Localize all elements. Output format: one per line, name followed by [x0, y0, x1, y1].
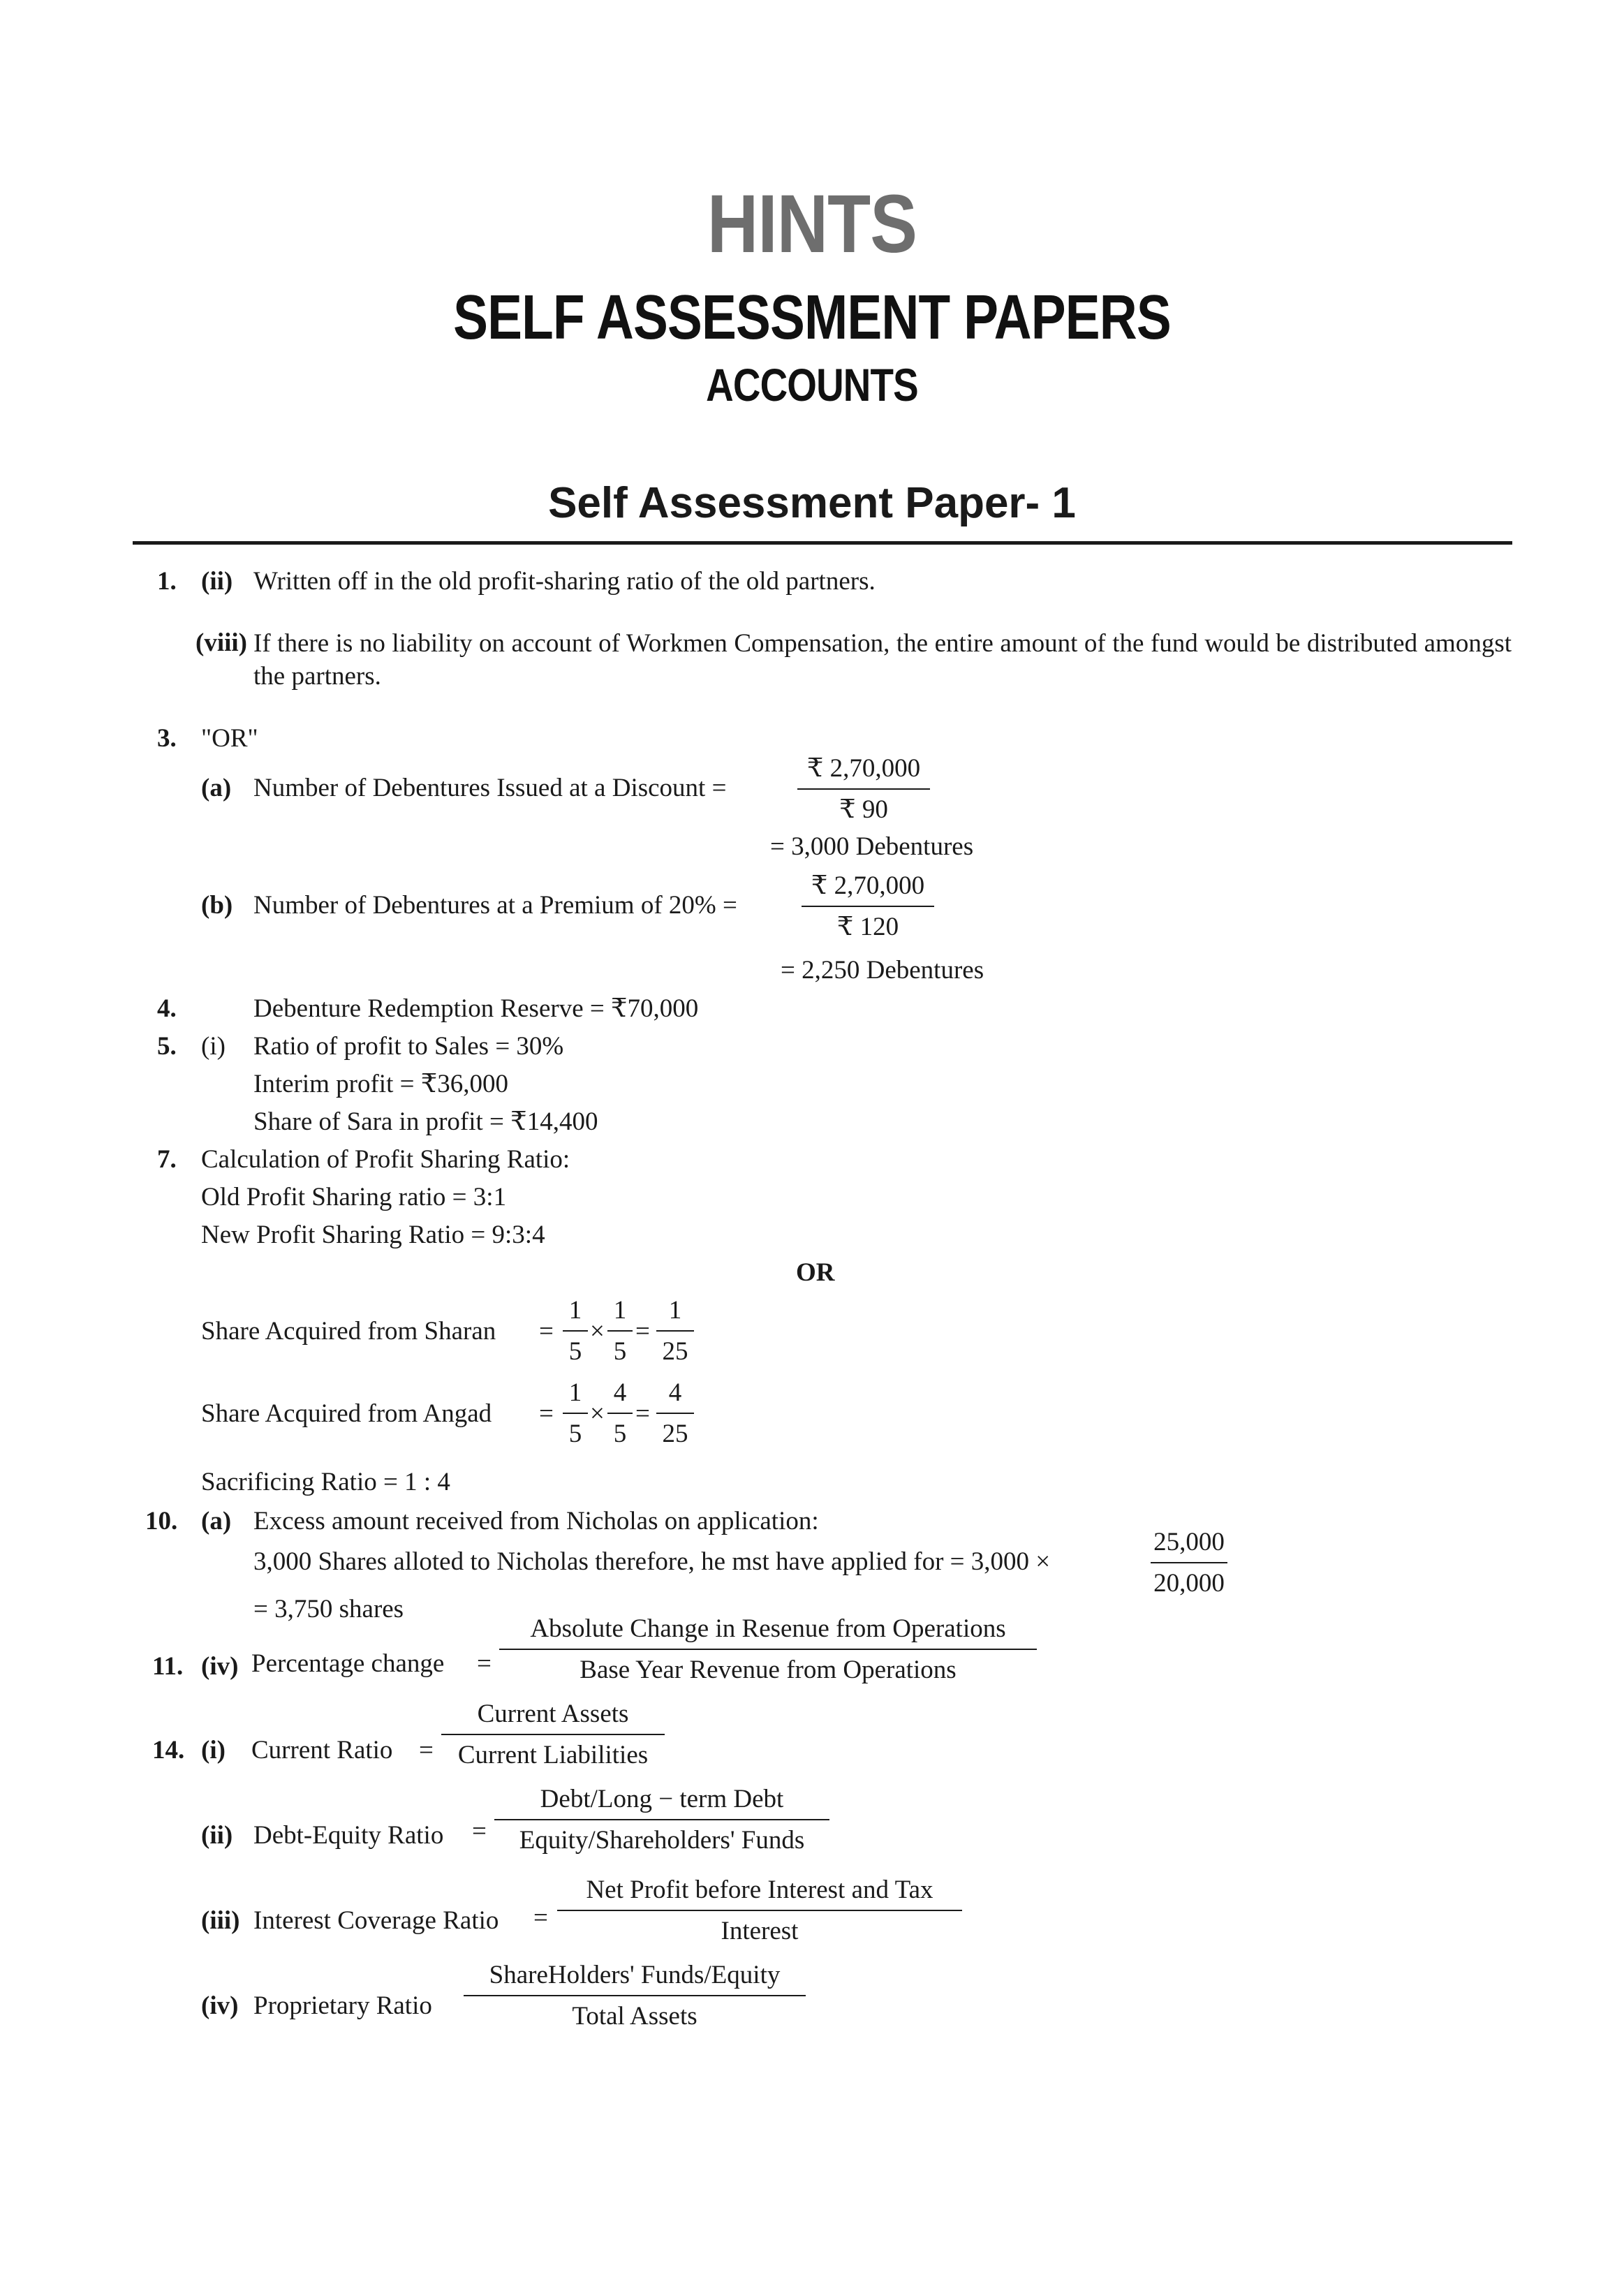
q14-iv-numerator: ShareHolders' Funds/Equity [464, 1962, 806, 1996]
paper-heading: Self Assessment Paper- 1 [548, 479, 1076, 527]
q11-number: 11. [152, 1652, 184, 1681]
q7-sharan-eq: = [539, 1317, 554, 1346]
q5-line3: Share of Sara in profit = ₹14,400 [253, 1107, 598, 1136]
q14-ii-fraction [494, 1786, 829, 1853]
q10-numerator: 25,000 [1151, 1529, 1227, 1563]
q3b-denominator: ₹ 120 [836, 913, 899, 941]
q11-numerator: Absolute Change in Resenue from Operations [499, 1616, 1037, 1650]
q3b-label: (b) [201, 891, 233, 920]
hints-heading: HINTS [707, 178, 917, 270]
q14-ii-denominator: Equity/Shareholders' Funds [519, 1826, 805, 1855]
q10-denominator: 20,000 [1153, 1569, 1225, 1598]
q14-i-text: Current Ratio [251, 1736, 393, 1764]
q11-text: Percentage change [251, 1649, 445, 1678]
q7-line2: Old Profit Sharing ratio = 3:1 [201, 1183, 507, 1211]
q3-number: 3. [157, 724, 177, 753]
q14-ii-text: Debt-Equity Ratio [253, 1821, 444, 1850]
q14-iv-denominator: Total Assets [572, 2002, 697, 2031]
q7-or: OR [796, 1258, 835, 1287]
q14-i-eq: = [419, 1736, 434, 1764]
q7-sharan-label: Share Acquired from Sharan [201, 1317, 496, 1346]
q3b-fraction [802, 873, 934, 940]
q14-i-fraction [441, 1701, 665, 1768]
q7-angad-eq: = [539, 1399, 554, 1428]
q10-line2: 3,000 Shares alloted to Nicholas therefore, he mst have applied for = 3,000 × [253, 1547, 1051, 1576]
q7-line1: Calculation of Profit Sharing Ratio: [201, 1145, 570, 1174]
q7-sharan-frac1 [563, 1297, 588, 1364]
q10-result: = 3,750 shares [253, 1595, 404, 1623]
q1-viii-text: If there is no liability on account of Workmen Compensation, the entire amount of the fund would be distributed amongst the partners. [253, 629, 1512, 691]
q7-sharan-result [656, 1297, 694, 1364]
q14-number: 14. [152, 1736, 185, 1764]
q14-iii-text: Interest Coverage Ratio [253, 1906, 499, 1935]
fraction-numerator: 4 [607, 1380, 633, 1414]
q4-text: Debenture Redemption Reserve = ₹70,000 [253, 994, 699, 1023]
q7-number: 7. [157, 1145, 177, 1174]
q3a-denominator: ₹ 90 [839, 795, 888, 824]
q14-iii-denominator: Interest [721, 1917, 799, 1945]
heading-divider [133, 541, 1512, 545]
q14-i-numerator: Current Assets [441, 1701, 665, 1735]
fraction-denominator: 5 [568, 1420, 582, 1448]
q3a-label: (a) [201, 774, 232, 802]
q7-angad-frac2 [607, 1380, 633, 1447]
q1-viii-label: (viii) [195, 628, 247, 657]
fraction-denominator: 25 [662, 1420, 688, 1448]
q3a-fraction [797, 756, 930, 823]
q3b-text: Number of Debentures at a Premium of 20% = [253, 891, 737, 920]
q7-line3: New Profit Sharing Ratio = 9:3:4 [201, 1221, 545, 1249]
q7-sacrificing-ratio: Sacrificing Ratio = 1 : 4 [201, 1468, 450, 1496]
q1-number: 1. [157, 567, 177, 596]
fraction-numerator: 4 [656, 1380, 694, 1414]
q7-sharan-times: × [590, 1317, 605, 1346]
q14-iv-fraction [464, 1962, 806, 2029]
page-title: SELF ASSESSMENT PAPERS [453, 283, 1171, 353]
fraction-denominator: 25 [662, 1337, 688, 1366]
q7-sharan-eq2: = [635, 1317, 650, 1346]
q3-or-text: "OR" [201, 724, 258, 753]
q3a-text: Number of Debentures Issued at a Discount = [253, 774, 727, 802]
q14-ii-eq: = [472, 1817, 487, 1845]
fraction-numerator: 1 [563, 1297, 588, 1332]
subject-heading: ACCOUNTS [706, 359, 918, 411]
q14-iii-eq: = [533, 1903, 548, 1932]
q5-line2: Interim profit = ₹36,000 [253, 1070, 509, 1098]
q14-i-denominator: Current Liabilities [457, 1741, 649, 1769]
q5-line1: Ratio of profit to Sales = 30% [253, 1032, 564, 1061]
q7-angad-result [656, 1380, 694, 1447]
q14-iii-numerator: Net Profit before Interest and Tax [557, 1877, 962, 1911]
q10-line1: Excess amount received from Nicholas on application: [253, 1507, 819, 1535]
q7-angad-label: Share Acquired from Angad [201, 1399, 492, 1428]
fraction-numerator: 1 [607, 1297, 633, 1332]
q11-denominator: Base Year Revenue from Operations [580, 1656, 957, 1684]
q14-iii-label: (iii) [201, 1906, 240, 1935]
q4-number: 4. [157, 994, 177, 1023]
q14-ii-label: (ii) [201, 1821, 233, 1850]
q10-number: 10. [145, 1507, 178, 1535]
q7-angad-frac1 [563, 1380, 588, 1447]
q3a-numerator: ₹ 2,70,000 [797, 756, 930, 790]
q11-fraction [499, 1616, 1037, 1683]
q5-label: (i) [201, 1032, 226, 1061]
q5-number: 5. [157, 1032, 177, 1061]
q1-ii-label: (ii) [201, 567, 233, 596]
fraction-denominator: 5 [568, 1337, 582, 1366]
q14-iii-fraction [557, 1877, 962, 1944]
fraction-numerator: 1 [563, 1380, 588, 1414]
q3b-numerator: ₹ 2,70,000 [802, 873, 934, 907]
q7-angad-eq2: = [635, 1399, 650, 1428]
fraction-denominator: 5 [613, 1420, 627, 1448]
q10-label: (a) [201, 1507, 232, 1535]
fraction-numerator: 1 [656, 1297, 694, 1332]
fraction-denominator: 5 [613, 1337, 627, 1366]
q10-fraction [1151, 1529, 1227, 1596]
q14-ii-numerator: Debt/Long − term Debt [494, 1786, 829, 1820]
q3a-result: = 3,000 Debentures [770, 832, 974, 861]
q7-sharan-frac2 [607, 1297, 633, 1364]
q11-eq: = [477, 1649, 492, 1678]
q1-ii-text: Written off in the old profit-sharing ratio of the old partners. [253, 567, 876, 596]
q14-i-label: (i) [201, 1736, 226, 1764]
q14-iv-label: (iv) [201, 1991, 239, 2020]
q3b-result: = 2,250 Debentures [781, 956, 984, 985]
q7-angad-times: × [590, 1399, 605, 1428]
q14-iv-text: Proprietary Ratio [253, 1991, 432, 2020]
q11-label: (iv) [201, 1652, 239, 1681]
